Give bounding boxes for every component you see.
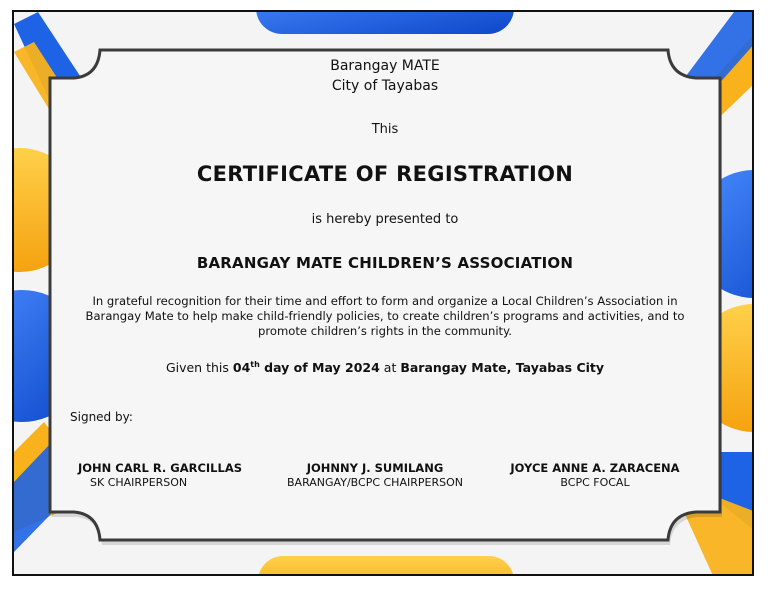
org-line-1: Barangay MATE [330, 58, 440, 74]
given-prefix: Given this [165, 360, 233, 376]
given-at: at [379, 360, 401, 376]
org-line-2: City of Tayabas [331, 78, 439, 94]
bottom-yellow-pill-shape [258, 556, 514, 576]
given-day-number: 04 [232, 360, 251, 376]
organization-heading [14, 56, 754, 96]
signatory-2 [270, 461, 480, 489]
given-date-rest: day of May 2024 [259, 360, 380, 376]
certificate-page [12, 10, 754, 576]
signatory-role: SK CHAIRPERSON [90, 476, 188, 489]
recognition-text: In grateful recognition for their time and effort to form and organize a Local Children’s Association in Barangay Mate to help make child-friendly policies, to create children’s programs and activities, and to promote children’s rights in the community. [85, 294, 685, 338]
this-label: This [371, 122, 399, 137]
given-date-line [14, 360, 754, 375]
recipient-name: BARANGAY MATE CHILDREN’S ASSOCIATION [196, 254, 574, 272]
signatory-name: JOHN CARL R. GARCILLAS [77, 461, 243, 475]
signatory-1 [60, 461, 260, 489]
certificate-title: CERTIFICATE OF REGISTRATION [196, 162, 574, 186]
signatory-role: BARANGAY/BCPC CHAIRPERSON [287, 476, 463, 489]
presented-label: is hereby presented to [311, 212, 459, 227]
given-place: Barangay Mate, Tayabas City [400, 360, 605, 376]
signed-by-label: Signed by: [70, 410, 133, 424]
given-day-suffix: th [250, 360, 260, 369]
top-blue-pill-shape [256, 12, 514, 34]
signatory-name: JOYCE ANNE A. ZARACENA [510, 461, 680, 475]
signatory-name: JOHNNY J. SUMILANG [306, 461, 444, 475]
signatory-role: BCPC FOCAL [560, 476, 630, 489]
signatory-3 [490, 461, 700, 489]
